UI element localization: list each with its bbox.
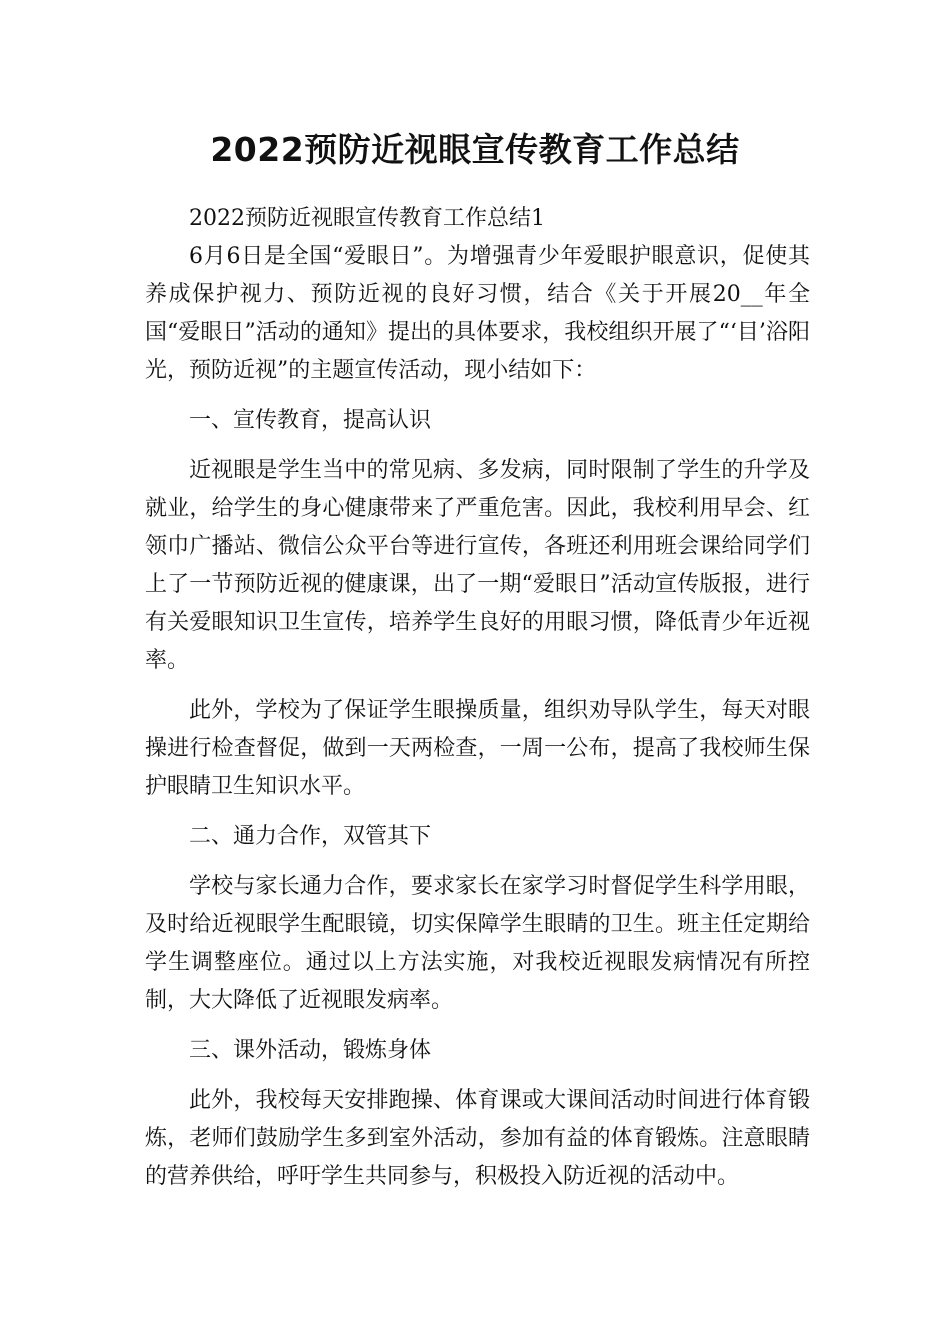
section-heading-2: 二、通力合作，双管其下 — [189, 824, 432, 849]
section-heading-3: 三、课外活动，锻炼身体 — [189, 1038, 432, 1063]
section-1-paragraph: 近视眼是学生当中的常见病、多发病，同时限制了学生的升学及就业，给学生的身心健康带来了严重危害。因此，我校利用早会、红领巾广播站、微信公众平台等进行宣传，各班还利用班会课给同学们上了一节预防近视的健康课，出了一期“爱眼日”活动宣传版报，进行有关爱眼知识卫生宣传，培养学生良好的用眼习惯，降低青少年近视率。 — [145, 458, 810, 673]
document-body — [145, 200, 810, 1196]
intro-paragraph: 6月6日是全国“爱眼日”。为增强青少年爱眼护眼意识，促使其养成保护视力、预防近视的良好习惯，结合《关于开展20__年全国“爱眼日”活动的通知》提出的具体要求，我校组织开展了“‘目’浴阳光，预防近视”的主题宣传活动，现小结如下： — [145, 244, 810, 383]
section-heading-1: 一、宣传教育，提高认识 — [189, 408, 432, 433]
section-2-paragraph: 学校与家长通力合作，要求家长在家学习时督促学生科学用眼，及时给近视眼学生配眼镜，切实保障学生眼睛的卫生。班主任定期给学生调整座位。通过以上方法实施，对我校近视眼发病情况有所控制，大大降低了近视眼发病率。 — [145, 874, 810, 1013]
document-subtitle: 2022预防近视眼宣传教育工作总结1 — [189, 206, 545, 231]
document-title: 2022预防近视眼宣传教育工作总结 — [210, 130, 740, 169]
section-3-paragraph: 此外，我校每天安排跑操、体育课或大课间活动时间进行体育锻炼，老师们鼓励学生多到室外活动，参加有益的体育锻炼。注意眼睛的营养供给，呼吁学生共同参与，积极投入防近视的活动中。 — [145, 1088, 810, 1189]
section-1-paragraph-2: 此外，学校为了保证学生眼操质量，组织劝导队学生，每天对眼操进行检查督促，做到一天两检查，一周一公布，提高了我校师生保护眼睛卫生知识水平。 — [145, 698, 810, 799]
